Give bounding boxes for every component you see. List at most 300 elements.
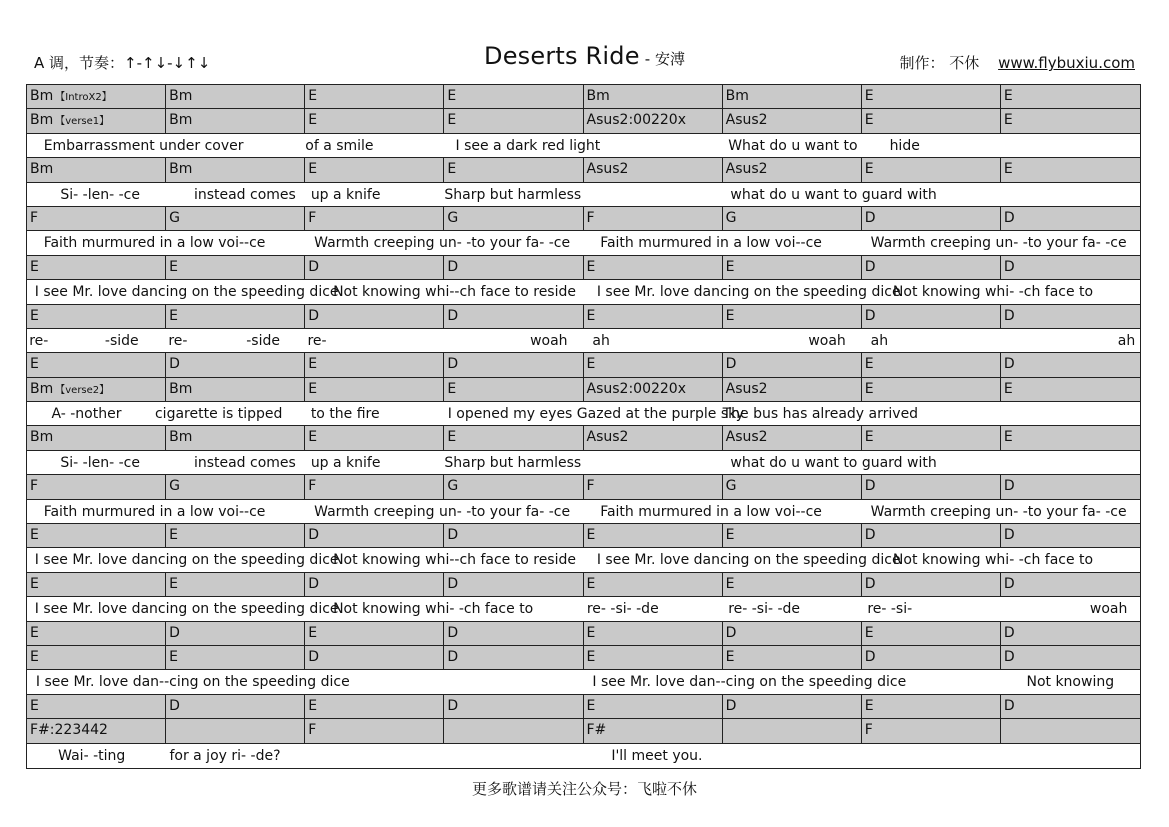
chord-row xyxy=(27,573,1140,597)
chord-cell xyxy=(444,646,583,669)
chord-name: E xyxy=(447,429,457,446)
chord-cell xyxy=(1001,158,1140,181)
chord-name: E xyxy=(30,697,39,714)
chord-cell xyxy=(862,426,1001,449)
chord-cell xyxy=(305,256,444,279)
chord-name: D xyxy=(447,307,459,324)
chord-cell xyxy=(305,305,444,328)
chord-cell xyxy=(723,353,862,376)
chord-cell xyxy=(166,573,305,596)
lyric-segment: hide xyxy=(889,137,920,154)
chord-cell xyxy=(444,85,583,108)
chord-cell xyxy=(166,622,305,645)
chord-row xyxy=(27,475,1140,499)
chord-cell xyxy=(27,524,166,547)
chord-cell xyxy=(1001,622,1140,645)
chord-cell xyxy=(166,378,305,401)
lyric-segment: Faith murmured in a low voi--ce xyxy=(43,235,266,252)
chord-cell xyxy=(862,109,1001,132)
lyric-segment: re- -si- xyxy=(867,601,913,618)
lyric-segment: Si- -len- -ce xyxy=(60,186,140,203)
chord-cell xyxy=(444,109,583,132)
chord-name: D xyxy=(725,697,737,714)
chord-name: E xyxy=(864,380,874,397)
chord-name: G xyxy=(169,478,180,495)
chord-name: F xyxy=(308,478,317,495)
chord-cell xyxy=(27,622,166,645)
chord-cell xyxy=(862,695,1001,718)
song-title: Deserts Ride xyxy=(484,42,640,70)
chord-name: E xyxy=(586,258,596,275)
chord-name: E xyxy=(586,575,596,592)
lyric-segment: Not knowing whi- -ch face to xyxy=(892,284,1094,301)
lyric-segment: -side xyxy=(246,332,280,349)
chord-name: E xyxy=(169,258,178,275)
lyric-segment: woah xyxy=(530,332,568,349)
chord-cell xyxy=(584,305,723,328)
chord-name: E xyxy=(447,88,457,104)
chord-cell xyxy=(862,719,1001,742)
chord-name: G xyxy=(169,209,180,226)
lyric-segment: I see a dark red light xyxy=(455,137,601,154)
chord-cell xyxy=(862,475,1001,498)
chord-name: E xyxy=(864,356,874,373)
chord-name: E xyxy=(1003,429,1013,446)
chord-cell xyxy=(305,353,444,376)
chord-cell xyxy=(723,426,862,449)
chord-cell xyxy=(862,573,1001,596)
chord-row xyxy=(27,695,1140,719)
lyric-segment: -side xyxy=(104,332,139,349)
chord-cell xyxy=(723,109,862,132)
chord-cell xyxy=(444,524,583,547)
chord-row xyxy=(27,622,1140,646)
lyric-segment: Warmth creeping un- -to your fa- -ce xyxy=(314,235,571,252)
chord-name: Bm xyxy=(725,88,749,104)
chord-name: D xyxy=(169,697,180,714)
chord-cell xyxy=(584,622,723,645)
lyric-segment: Not knowing xyxy=(1026,674,1115,691)
lyric-segment: for a joy ri- -de? xyxy=(169,747,281,764)
lyric-segment: I see Mr. love dancing on the speeding dice xyxy=(596,284,901,301)
chord-name: D xyxy=(1003,624,1015,641)
chord-name: E xyxy=(308,697,318,714)
chord-cell xyxy=(166,207,305,230)
footer-note: 更多歌谱请关注公众号：飞啦不休 xyxy=(471,780,697,798)
lyric-segment: A- -nother xyxy=(51,406,122,423)
chord-cell xyxy=(723,719,862,742)
chord-name: D xyxy=(1003,209,1015,226)
lyric-row xyxy=(27,183,1140,207)
chord-cell xyxy=(27,158,166,181)
chord-name: Asus2 xyxy=(725,112,768,129)
chord-cell xyxy=(305,719,444,742)
lyric-segment: up a knife xyxy=(310,186,381,203)
lyric-row xyxy=(27,231,1140,255)
chord-cell xyxy=(166,256,305,279)
chord-cell xyxy=(723,256,862,279)
chord-name: E xyxy=(864,88,874,104)
chord-cell xyxy=(305,622,444,645)
site-link[interactable]: www.flybuxiu.com xyxy=(998,54,1135,72)
chord-name: Bm xyxy=(169,161,193,178)
chord-cell xyxy=(584,256,723,279)
chord-name: E xyxy=(30,527,39,544)
chord-cell xyxy=(444,426,583,449)
chord-cell xyxy=(27,207,166,230)
chord-name: D xyxy=(864,307,876,324)
chord-cell xyxy=(862,353,1001,376)
chord-cell xyxy=(166,719,305,742)
chord-name: E xyxy=(1003,88,1013,104)
chord-cell xyxy=(27,426,166,449)
chord-name: Bm xyxy=(586,88,610,104)
chord-name: D xyxy=(308,575,320,592)
chord-cell xyxy=(27,109,166,132)
chord-name: D xyxy=(447,624,459,641)
lyric-segment: Not knowing whi--ch face to reside xyxy=(333,552,576,569)
lyric-row xyxy=(27,451,1140,475)
chord-cell xyxy=(166,85,305,108)
lyric-segment: to the fire xyxy=(310,406,380,423)
lyric-segment: Faith murmured in a low voi--ce xyxy=(600,235,822,252)
chord-cell xyxy=(723,207,862,230)
chord-name: D xyxy=(169,356,180,373)
chord-cell xyxy=(862,256,1001,279)
chord-cell xyxy=(862,622,1001,645)
chord-cell xyxy=(1001,109,1140,132)
chord-row xyxy=(27,719,1140,743)
chord-cell xyxy=(1001,573,1140,596)
chord-cell xyxy=(584,158,723,181)
key-rhythm: A 调，节奏：↑-↑↓-↓↑↓ xyxy=(34,54,211,72)
chord-name: Bm xyxy=(30,112,54,129)
chord-name: D xyxy=(1003,575,1015,592)
lyric-segment: instead comes xyxy=(193,454,296,471)
chord-name: Asus2 xyxy=(586,429,629,446)
lyric-segment: woah xyxy=(1089,601,1128,618)
lyric-segment: Si- -len- -ce xyxy=(60,454,140,471)
chord-cell xyxy=(444,719,583,742)
chord-cell xyxy=(27,378,166,401)
chord-cell xyxy=(305,573,444,596)
chord-name: E xyxy=(308,380,318,397)
chord-cell xyxy=(444,622,583,645)
lyric-segment: Warmth creeping un- -to your fa- -ce xyxy=(870,503,1127,520)
chord-cell xyxy=(305,426,444,449)
chord-name: D xyxy=(864,258,876,275)
chord-name: E xyxy=(1003,161,1013,178)
chord-cell xyxy=(584,109,723,132)
lyric-segment: Sharp but harmless xyxy=(444,186,582,203)
lyric-segment: re- xyxy=(29,332,49,349)
chord-name: F xyxy=(30,209,39,226)
chord-name: E xyxy=(447,112,457,129)
chord-cell xyxy=(305,695,444,718)
lyric-segment: Warmth creeping un- -to your fa- -ce xyxy=(870,235,1127,252)
chord-name: E xyxy=(586,648,596,665)
lyric-row xyxy=(27,134,1140,158)
section-label: 【verse1】 xyxy=(55,116,110,128)
chord-cell xyxy=(27,256,166,279)
chord-name: D xyxy=(308,648,320,665)
chord-name: D xyxy=(725,624,737,641)
lyric-segment: Not knowing whi- -ch face to xyxy=(892,552,1094,569)
lyric-segment: The bus has already arrived xyxy=(722,406,919,423)
lyric-row xyxy=(27,280,1140,304)
lyric-row xyxy=(27,500,1140,524)
chord-name: D xyxy=(1003,648,1015,665)
lyric-segment: what do u want to guard with xyxy=(730,186,937,203)
chord-cell xyxy=(305,85,444,108)
lyric-segment: Sharp but harmless xyxy=(444,454,582,471)
chord-name: E xyxy=(586,527,596,544)
chord-cell xyxy=(584,207,723,230)
lyric-segment: Faith murmured in a low voi--ce xyxy=(600,503,822,520)
chord-name: E xyxy=(725,575,735,592)
chord-cell xyxy=(27,573,166,596)
chord-cell xyxy=(1001,378,1140,401)
chord-cell xyxy=(1001,719,1140,742)
chord-name: E xyxy=(169,648,178,665)
chord-cell xyxy=(27,305,166,328)
chord-name: E xyxy=(586,697,596,714)
chord-name: E xyxy=(308,356,318,373)
chord-row xyxy=(27,378,1140,402)
chord-cell xyxy=(166,524,305,547)
lyric-segment: what do u want to guard with xyxy=(730,454,937,471)
chord-cell xyxy=(305,524,444,547)
chord-cell xyxy=(305,475,444,498)
chord-cell xyxy=(1001,426,1140,449)
chord-cell xyxy=(305,646,444,669)
chord-row xyxy=(27,109,1140,133)
chord-name: E xyxy=(308,161,318,178)
chord-name: G xyxy=(725,209,737,226)
chord-cell xyxy=(27,353,166,376)
chord-name: E xyxy=(308,112,318,129)
chord-cell xyxy=(444,305,583,328)
chord-cell xyxy=(584,524,723,547)
chord-name: F xyxy=(30,478,39,495)
chord-name: D xyxy=(864,209,876,226)
chord-cell xyxy=(862,646,1001,669)
chord-name: D xyxy=(447,575,459,592)
lyric-segment: cigarette is tipped xyxy=(154,406,283,423)
chord-name: E xyxy=(169,575,178,592)
lyric-row xyxy=(27,597,1140,621)
chord-cell xyxy=(584,695,723,718)
chord-name: Bm xyxy=(30,88,54,104)
chord-cell xyxy=(723,378,862,401)
chord-cell xyxy=(723,524,862,547)
chord-name: E xyxy=(586,624,596,641)
maker-label: 制作： 不休 xyxy=(899,54,980,72)
lyric-segment: re- -si- -de xyxy=(728,601,801,618)
chord-cell xyxy=(1001,353,1140,376)
lyric-segment: Not knowing whi--ch face to reside xyxy=(333,284,576,301)
chord-row xyxy=(27,305,1140,329)
chord-cell xyxy=(27,695,166,718)
chord-name: D xyxy=(864,478,876,495)
chord-name: Bm xyxy=(169,112,193,129)
lyric-segment: Faith murmured in a low voi--ce xyxy=(43,503,266,520)
chord-cell xyxy=(166,426,305,449)
chord-name: F xyxy=(308,722,317,739)
chord-name: Asus2 xyxy=(725,429,768,446)
song-artist: - 安溥 xyxy=(644,50,685,68)
chord-name: D xyxy=(169,624,180,641)
chord-cell xyxy=(444,158,583,181)
chord-name: D xyxy=(308,527,320,544)
chord-name: D xyxy=(447,356,459,373)
chord-cell xyxy=(1001,524,1140,547)
chord-name: D xyxy=(447,697,459,714)
lyric-segment: Warmth creeping un- -to your fa- -ce xyxy=(314,503,571,520)
chord-name: G xyxy=(447,209,459,226)
chord-name: E xyxy=(30,258,39,275)
lyric-row xyxy=(27,744,1140,768)
chord-name: D xyxy=(864,575,876,592)
chord-name: D xyxy=(447,527,459,544)
chord-cell xyxy=(27,646,166,669)
chord-cell xyxy=(723,475,862,498)
chord-name: E xyxy=(30,575,39,592)
chord-name: D xyxy=(864,648,876,665)
chord-name: E xyxy=(864,112,874,129)
chord-cell xyxy=(1001,646,1140,669)
chord-name: F xyxy=(586,478,595,495)
chord-cell xyxy=(1001,305,1140,328)
lyric-segment: I opened my eyes Gazed at the purple sky xyxy=(447,406,745,423)
chord-name: E xyxy=(725,648,735,665)
lyric-row xyxy=(27,402,1140,426)
chord-cell xyxy=(723,573,862,596)
chord-name: D xyxy=(447,258,459,275)
chord-row xyxy=(27,256,1140,280)
chord-name: E xyxy=(864,624,874,641)
chord-cell xyxy=(584,378,723,401)
chord-name: D xyxy=(308,307,320,324)
chord-cell xyxy=(305,158,444,181)
lyric-segment: Embarrassment under cover xyxy=(43,137,244,154)
chord-cell xyxy=(27,85,166,108)
chord-cell xyxy=(723,85,862,108)
lyric-segment: I see Mr. love dancing on the speeding dice xyxy=(34,601,339,618)
chord-name: Asus2 xyxy=(586,161,629,178)
chord-cell xyxy=(27,475,166,498)
chord-cell xyxy=(723,158,862,181)
chord-cell xyxy=(166,158,305,181)
lyric-segment: re- -si- -de xyxy=(586,601,659,618)
chord-name: E xyxy=(864,161,874,178)
chord-cell xyxy=(723,646,862,669)
chord-name: E xyxy=(30,624,39,641)
lyric-segment: instead comes xyxy=(193,186,296,203)
chord-cell xyxy=(862,207,1001,230)
lyric-segment: re- xyxy=(168,332,188,349)
lyric-segment: ah xyxy=(870,332,889,349)
chord-row xyxy=(27,85,1140,109)
chord-name: E xyxy=(447,161,457,178)
chord-cell xyxy=(862,158,1001,181)
chord-cell xyxy=(1001,695,1140,718)
chord-cell xyxy=(166,353,305,376)
chord-name: Bm xyxy=(169,380,193,397)
chord-row xyxy=(27,207,1140,231)
chord-name: E xyxy=(725,527,735,544)
chord-name: E xyxy=(586,356,596,373)
chord-name: Asus2:00220x xyxy=(586,112,686,129)
chord-row xyxy=(27,426,1140,450)
chord-name: E xyxy=(1003,380,1013,397)
chord-cell xyxy=(305,109,444,132)
chord-name: F xyxy=(586,209,595,226)
chord-name: Bm xyxy=(169,429,193,446)
chord-name: Asus2:00220x xyxy=(586,380,686,397)
chord-name: E xyxy=(1003,112,1013,129)
chord-cell xyxy=(444,475,583,498)
chord-cell xyxy=(444,353,583,376)
chord-name: D xyxy=(725,356,737,373)
lyric-segment: of a smile xyxy=(305,137,374,154)
chord-name: Asus2 xyxy=(725,161,768,178)
section-label: 【verse2】 xyxy=(55,384,110,396)
chord-cell xyxy=(444,695,583,718)
chord-name: F#:223442 xyxy=(30,722,108,739)
chord-name: F# xyxy=(586,722,607,739)
chord-name: E xyxy=(308,624,318,641)
chord-name: D xyxy=(1003,258,1015,275)
chord-name: E xyxy=(586,307,596,324)
lyric-segment: up a knife xyxy=(310,454,381,471)
chord-cell xyxy=(584,719,723,742)
chord-cell xyxy=(723,695,862,718)
chord-cell xyxy=(584,646,723,669)
chord-cell xyxy=(444,378,583,401)
lyric-segment: re- xyxy=(307,332,327,349)
lyric-segment: ah xyxy=(592,332,610,349)
chord-cell xyxy=(862,378,1001,401)
chord-cell xyxy=(584,426,723,449)
lyric-segment: Not knowing whi- -ch face to xyxy=(333,601,534,618)
chord-cell xyxy=(584,475,723,498)
chord-cell xyxy=(166,109,305,132)
chord-name: F xyxy=(864,722,873,739)
chord-cell xyxy=(1001,207,1140,230)
chord-name: E xyxy=(30,356,39,373)
chord-cell xyxy=(27,719,166,742)
lyric-segment: I see Mr. love dancing on the speeding dice xyxy=(596,552,901,569)
chord-name: Bm xyxy=(30,429,54,446)
lyric-row xyxy=(27,670,1140,694)
chord-cell xyxy=(166,475,305,498)
chord-name: D xyxy=(1003,478,1015,495)
chord-row xyxy=(27,158,1140,182)
chord-cell xyxy=(862,85,1001,108)
maker-info xyxy=(900,52,1135,73)
chord-name: D xyxy=(308,258,320,275)
chord-row xyxy=(27,646,1140,670)
chord-cell xyxy=(1001,85,1140,108)
lyric-row xyxy=(27,548,1140,572)
chord-cell xyxy=(305,378,444,401)
lyric-segment: I see Mr. love dancing on the speeding dice xyxy=(34,284,339,301)
chord-cell xyxy=(723,622,862,645)
chord-name: D xyxy=(1003,356,1015,373)
chord-cell xyxy=(584,353,723,376)
chord-cell xyxy=(444,573,583,596)
